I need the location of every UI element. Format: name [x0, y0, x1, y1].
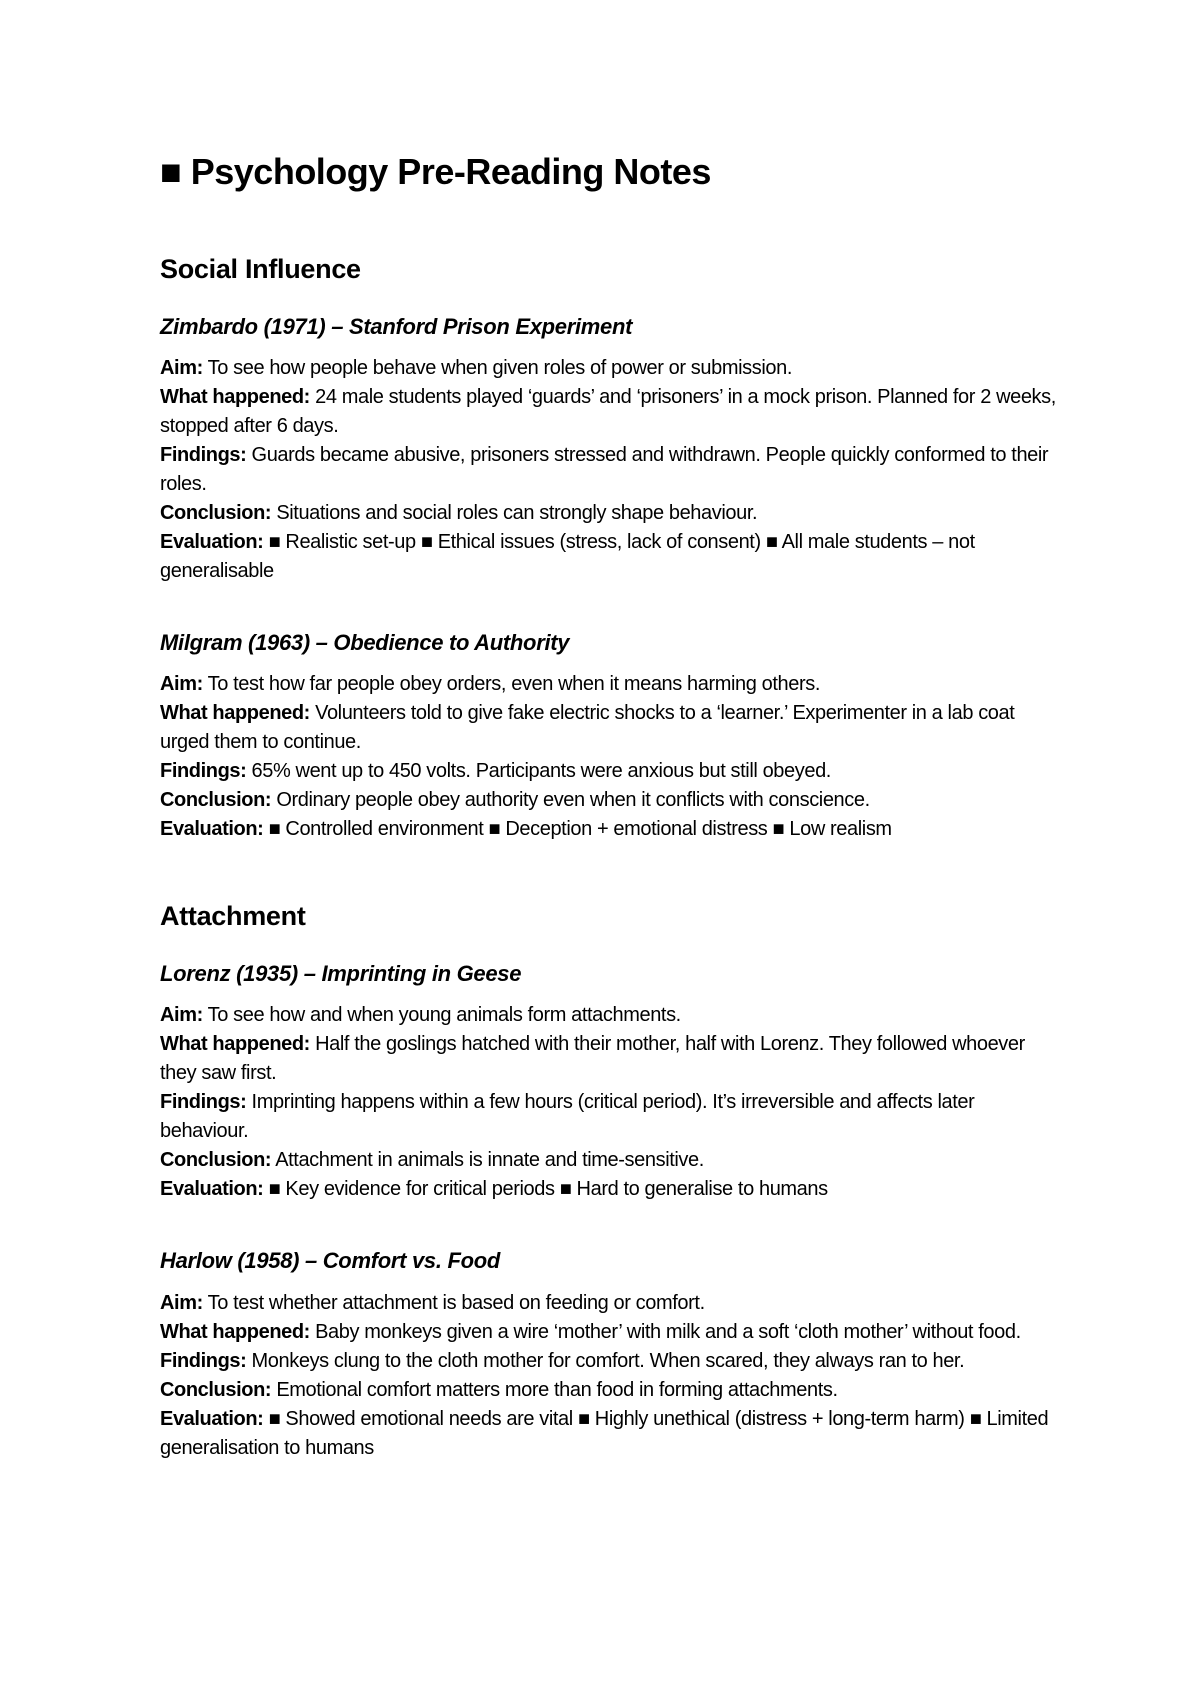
aim-field — [160, 354, 1060, 383]
study-title: Zimbardo (1971) – Stanford Prison Experiment — [160, 313, 633, 339]
field-label: Evaluation: — [160, 1407, 264, 1430]
field-label: Aim: — [160, 356, 203, 379]
field-text: Baby monkeys given a wire ‘mother’ with milk and a soft ‘cloth mother’ without food. — [309, 1320, 1021, 1343]
field-label: Aim: — [160, 1291, 203, 1314]
aim-field — [160, 1001, 1060, 1030]
field-label: Aim: — [160, 673, 203, 696]
what-happened-field — [160, 383, 1060, 441]
field-label: What happened: — [160, 385, 310, 408]
field-text: To see how and when young animals form attachments. — [202, 1004, 681, 1027]
field-text: To test how far people obey orders, even when it means harming others. — [202, 673, 820, 696]
findings-field — [160, 757, 1060, 786]
conclusion-field — [160, 1146, 1060, 1175]
field-label: What happened: — [160, 702, 310, 725]
section-social-influence — [160, 253, 1060, 844]
aim-field — [160, 670, 1060, 699]
field-text: ■ Controlled environment ■ Deception + emotional distress ■ Low realism — [263, 818, 892, 841]
study-harlow — [160, 1248, 1060, 1462]
findings-field — [160, 1088, 1060, 1146]
field-label: Conclusion: — [160, 1378, 272, 1401]
field-label: Evaluation: — [160, 818, 264, 841]
field-text: Attachment in animals is innate and time-sensitive. — [271, 1149, 704, 1172]
conclusion-field — [160, 499, 1060, 528]
study-title: Harlow (1958) – Comfort vs. Food — [160, 1248, 501, 1274]
study-lorenz — [160, 961, 1060, 1204]
study-zimbardo — [160, 314, 1060, 586]
field-text: To test whether attachment is based on feeding or comfort. — [202, 1291, 705, 1314]
evaluation-field — [160, 1405, 1060, 1463]
study-title: Lorenz (1935) – Imprinting in Geese — [160, 960, 522, 986]
field-text: Volunteers told to give fake electric shocks to a ‘learner.’ Experimenter in a lab coat urged them to continue. — [160, 702, 1015, 754]
field-label: Evaluation: — [160, 1178, 264, 1201]
what-happened-field — [160, 1318, 1060, 1347]
evaluation-field — [160, 528, 1060, 586]
findings-field — [160, 1347, 1060, 1376]
field-text: Ordinary people obey authority even when it conflicts with conscience. — [271, 789, 870, 812]
field-text: Situations and social roles can strongly shape behaviour. — [271, 501, 758, 524]
study-milgram — [160, 630, 1060, 844]
evaluation-field — [160, 815, 1060, 844]
field-text: ■ Realistic set-up ■ Ethical issues (stress, lack of consent) ■ All male students – not generalisable — [160, 530, 975, 582]
field-label: Findings: — [160, 443, 247, 466]
field-label: Evaluation: — [160, 530, 264, 553]
field-text: 24 male students played ‘guards’ and ‘prisoners’ in a mock prison. Planned for 2 weeks, stopped after 6 days. — [160, 385, 1056, 437]
field-label: Conclusion: — [160, 501, 272, 524]
field-text: 65% went up to 450 volts. Participants were anxious but still obeyed. — [246, 760, 831, 783]
field-text: ■ Showed emotional needs are vital ■ Highly unethical (distress + long-term harm) ■ Limited generalisation to humans — [160, 1407, 1049, 1459]
what-happened-field — [160, 1030, 1060, 1088]
field-label: Findings: — [160, 760, 247, 783]
field-text: Emotional comfort matters more than food in forming attachments. — [271, 1378, 838, 1401]
field-text: Half the goslings hatched with their mother, half with Lorenz. They followed whoever they saw first. — [160, 1033, 1025, 1085]
field-text: Imprinting happens within a few hours (critical period). It’s irreversible and affects later behaviour. — [160, 1091, 975, 1143]
field-label: What happened: — [160, 1320, 310, 1343]
evaluation-field — [160, 1175, 1060, 1204]
document-page — [160, 150, 1060, 1463]
field-text: To see how people behave when given roles of power or submission. — [202, 356, 793, 379]
field-label: What happened: — [160, 1033, 310, 1056]
field-text: Guards became abusive, prisoners stressed and withdrawn. People quickly conformed to their roles. — [160, 443, 1049, 495]
section-heading: Social Influence — [160, 254, 361, 285]
conclusion-field — [160, 786, 1060, 815]
study-title: Milgram (1963) – Obedience to Authority — [160, 629, 570, 655]
field-label: Conclusion: — [160, 789, 272, 812]
section-attachment — [160, 900, 1060, 1462]
aim-field — [160, 1289, 1060, 1318]
field-label: Conclusion: — [160, 1149, 272, 1172]
field-label: Aim: — [160, 1004, 203, 1027]
what-happened-field — [160, 699, 1060, 757]
field-text: Monkeys clung to the cloth mother for comfort. When scared, they always ran to her. — [246, 1349, 965, 1372]
conclusion-field — [160, 1376, 1060, 1405]
field-text: ■ Key evidence for critical periods ■ Hard to generalise to humans — [263, 1178, 828, 1201]
field-label: Findings: — [160, 1349, 247, 1372]
field-label: Findings: — [160, 1091, 247, 1114]
findings-field — [160, 441, 1060, 499]
section-heading: Attachment — [160, 901, 306, 932]
page-title: ■ Psychology Pre-Reading Notes — [160, 151, 711, 192]
